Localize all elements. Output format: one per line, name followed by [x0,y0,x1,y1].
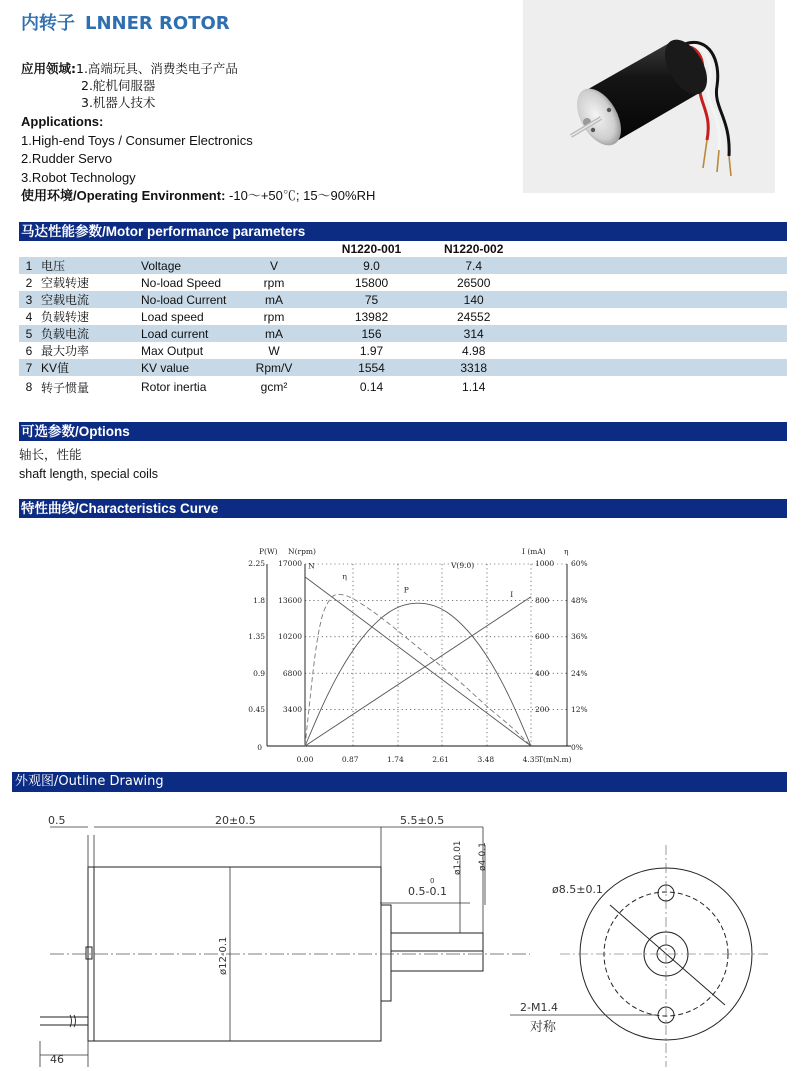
p-tick: 1.35 [248,632,265,641]
row-cn: 空载转速 [41,276,90,290]
applications-cn-item: 3.机器人技术 [81,95,156,110]
i-tick: 800 [535,596,550,605]
row-value-2: 4.98 [462,343,486,358]
table-row [19,257,787,274]
chart-axes [267,564,571,746]
row-cn: 空载电流 [39,291,141,308]
eta-tick: 24% [571,669,588,678]
dim-shaft-dia: ø1-0.01 [453,840,463,875]
row-no: 4 [25,309,33,324]
chart-grid [305,564,567,746]
row-en: No-load Current [141,291,249,308]
table-row [19,359,787,376]
row-value-1: 75 [299,291,444,308]
table-row [19,342,787,359]
x-tick-label: 4.35 [522,755,540,764]
row-value-2: 140 [444,291,503,308]
x-tick-label: 0.87 [341,755,359,764]
applications-cn [21,60,238,111]
i-tick: 400 [535,669,550,678]
row-unit: V [249,257,299,274]
p-tick: 2.25 [248,559,265,568]
table-row [19,376,787,398]
outline-drawing [30,805,780,1067]
row-no: 7 [19,359,39,376]
model-header-1: N1220-001 [341,241,402,256]
applications-en-heading: Applications: [21,114,104,129]
row-cn: 负载转速 [41,310,90,324]
eta-tick: 36% [571,632,588,641]
n-tick: 17000 [278,559,302,568]
p-tick: 0.9 [253,669,265,678]
row-unit: rpm [263,309,285,324]
axis-title-eta: η [564,547,569,556]
n-tick: 13600 [278,596,302,605]
row-value-2: 314 [444,325,503,342]
eta-tick: 12% [571,705,588,714]
options-cn: 轴长，性能 [19,448,82,462]
row-no: 1 [19,257,39,274]
dim-boss-tol: 0 [430,877,435,885]
dim-boss: 0.5-0.1 [408,885,447,898]
section-performance: 马达性能参数/Motor performance parameters [19,222,787,241]
section-curve: 特性曲线/Characteristics Curve [19,499,787,518]
x-tick-label: 0.00 [296,755,314,764]
row-value-1: 9.0 [299,257,444,274]
operating-environment [21,187,375,206]
eta-tick: 60% [571,559,588,568]
x-axis-label: T(mN.m) [538,755,572,764]
row-en: KV value [141,359,249,376]
boss-outline [381,905,391,1001]
title-en: LNNER ROTOR [85,13,230,34]
row-value-1: 1.97 [359,343,384,358]
n-tick: 10200 [278,632,302,641]
row-value-2: 24552 [457,309,491,324]
model-header-2: N1220-002 [444,241,504,256]
row-unit: W [268,343,280,358]
row-value-1: 156 [299,325,444,342]
row-unit: mA [249,291,299,308]
row-cn: 负载电流 [39,325,141,342]
axis-title-p: P(W) [259,547,278,556]
row-value-2: 3318 [444,359,503,376]
series-line-P [305,603,531,746]
row-no: 5 [19,325,39,342]
dim-boss-dia: ø4-0.1 [478,842,488,871]
series-label: η [342,572,347,582]
section-options: 可选参数/Options [19,422,787,441]
row-no: 3 [19,291,39,308]
environment-label: 使用环境/Operating Environment: [21,188,226,203]
table-header-row [19,240,787,257]
applications-en-item: 1.High-end Toys / Consumer Electronics [21,132,253,148]
row-en: Max Output [141,343,204,358]
row-cn: 最大功率 [41,344,90,358]
row-cn: KV值 [39,359,141,376]
table-row [19,308,787,325]
row-en: Load current [141,325,249,342]
row-unit: Rpm/V [249,359,299,376]
row-en: Load speed [141,309,204,324]
n-tick: 6800 [282,669,302,678]
x-tick-label: 2.61 [432,755,449,764]
row-value-1: 15800 [354,275,389,290]
p-tick: 0.45 [248,705,265,714]
applications-en [21,113,375,206]
series-line-N [305,577,531,746]
row-no: 8 [25,380,33,394]
row-value-2: 26500 [457,275,491,290]
series-label: I [510,589,514,599]
eta-tick: 0% [571,743,583,752]
row-en: Rotor inertia [141,380,207,394]
dim-flange: 0.5 [48,814,66,827]
row-value-2: 7.4 [444,257,503,274]
p-tick: 1.8 [253,596,265,605]
table-row [19,325,787,342]
dim-bolt-circle: ø8.5±0.1 [552,883,603,896]
applications-en-item: 2.Rudder Servo [21,151,113,166]
environment-value: -10～+50℃; 15～90%RH [229,188,376,203]
x-tick-label: 3.48 [477,755,495,764]
series-label: N [308,561,315,571]
row-value-1: 1554 [299,359,444,376]
shaft-outline [391,933,483,971]
series-line-I [305,597,531,746]
table-row [19,291,787,308]
row-unit: rpm [263,275,285,290]
row-no: 2 [25,275,33,290]
dim-wire: 46 [50,1053,64,1066]
performance-table [19,240,787,398]
section-outline: 外观图/Outline Drawing [12,772,787,792]
dim-body-dia: ø12-0.1 [218,936,229,975]
dim-screws: 2-M1.4 [520,1001,558,1014]
row-en: Voltage [141,257,249,274]
row-value-1: 13982 [354,309,389,324]
lead-wire [40,1015,88,1027]
row-no: 6 [25,343,33,358]
series-label: P [403,585,409,595]
characteristics-chart [238,540,590,774]
table-row [19,274,787,291]
row-cn: 转子惯量 [41,380,90,395]
dim-shaft-length: 5.5±0.5 [400,814,445,827]
eta-tick: 48% [571,596,588,605]
row-value-2: 1.14 [462,380,486,394]
row-cn: 电压 [39,257,141,274]
row-value-1: 0.14 [359,380,384,394]
motor-photo [523,0,775,193]
i-tick: 600 [535,632,550,641]
i-tick: 200 [535,705,550,714]
motor-illustration [523,0,775,193]
applications-cn-item: 2.舵机伺服器 [81,78,156,93]
options-text [19,446,158,484]
applications-cn-label: 应用领域: [21,61,76,76]
i-tick: 1000 [535,559,555,568]
applications-en-item: 3.Robot Technology [21,169,136,185]
axis-title-i: I (mA) [522,547,546,556]
axis-title-n: N(rpm) [288,547,316,556]
n-tick: 3400 [282,705,302,714]
x-tick-label: 1.74 [387,755,404,764]
applications-cn-item: 1.高端玩具、消费类电子产品 [76,61,238,76]
row-en: No-load Speed [141,275,222,290]
title-cn: 内转子 [21,13,75,34]
dim-body-length: 20±0.5 [215,814,256,827]
chart-annotation: V(9.0) [451,561,475,570]
dim-symmetric: 对称 [530,1020,557,1035]
row-unit: gcm² [260,380,288,394]
p-tick: 0 [257,743,262,752]
page-title [21,9,230,35]
options-en: shaft length, special coils [19,467,158,481]
row-unit: mA [249,325,299,342]
